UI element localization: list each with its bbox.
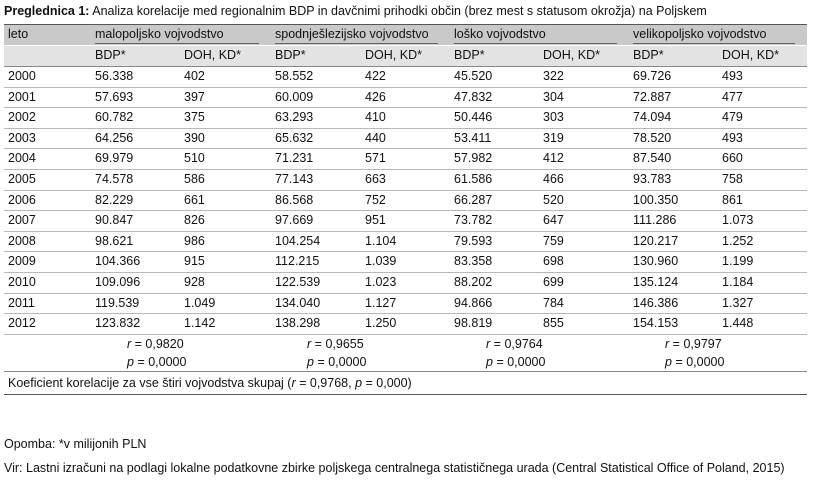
bdp-cell: 72.887 — [629, 87, 718, 108]
bdp-cell: 66.287 — [450, 190, 539, 211]
doh-cell: 784 — [539, 293, 629, 314]
table-row — [4, 190, 807, 211]
table-row — [4, 252, 807, 273]
p-value-cell: p = 0,0000 — [629, 353, 807, 372]
table-row — [4, 67, 807, 88]
bdp-header: BDP* — [629, 46, 718, 67]
doh-header: DOH, KD* — [718, 46, 807, 67]
doh-header: DOH, KD* — [361, 46, 450, 67]
table-row — [4, 272, 807, 293]
doh-cell: 1.252 — [718, 231, 807, 252]
bdp-cell: 135.124 — [629, 272, 718, 293]
caption-label: Preglednica 1: — [4, 4, 90, 18]
doh-cell: 661 — [180, 190, 271, 211]
doh-header: DOH, KD* — [539, 46, 629, 67]
doh-cell: 303 — [539, 108, 629, 129]
bdp-cell: 93.783 — [629, 169, 718, 190]
region-header: spodnješlezijsko vojvodstvo — [271, 25, 450, 46]
doh-cell: 1.327 — [718, 293, 807, 314]
doh-cell: 426 — [361, 87, 450, 108]
doh-cell: 1.049 — [180, 293, 271, 314]
bdp-cell: 60.009 — [271, 87, 361, 108]
r-value-cell: r = 0,9655 — [307, 336, 364, 351]
bdp-cell: 122.539 — [271, 272, 361, 293]
doh-cell: 1.073 — [718, 211, 807, 232]
table-row — [4, 314, 807, 335]
doh-cell: 422 — [361, 67, 450, 88]
doh-cell: 322 — [539, 67, 629, 88]
bdp-cell: 86.568 — [271, 190, 361, 211]
bdp-cell: 69.979 — [91, 149, 180, 170]
bdp-cell: 111.286 — [629, 211, 718, 232]
bdp-cell: 123.832 — [91, 314, 180, 335]
bdp-cell: 77.143 — [271, 169, 361, 190]
year-cell: 2007 — [4, 211, 91, 232]
bdp-cell: 57.982 — [450, 149, 539, 170]
bdp-cell: 83.358 — [450, 252, 539, 273]
bdp-cell: 130.960 — [629, 252, 718, 273]
bdp-cell: 79.593 — [450, 231, 539, 252]
region-header: loško vojvodstvo — [450, 25, 629, 46]
p-value-cell: p = 0,0000 — [91, 353, 271, 372]
table-row — [4, 169, 807, 190]
bdp-cell: 65.632 — [271, 128, 361, 149]
year-cell: 2001 — [4, 87, 91, 108]
doh-cell: 410 — [361, 108, 450, 129]
doh-cell: 493 — [718, 67, 807, 88]
doh-cell: 855 — [539, 314, 629, 335]
doh-cell: 520 — [539, 190, 629, 211]
r-value-cell: r = 0,9764 — [486, 336, 543, 351]
bdp-cell: 90.847 — [91, 211, 180, 232]
bdp-cell: 58.552 — [271, 67, 361, 88]
doh-cell: 477 — [718, 87, 807, 108]
table-row — [4, 108, 807, 129]
footnote: Opomba: *v milijonih PLN — [4, 437, 147, 451]
source-note: Vir: Lastni izračuni na podlagi lokalne podatkovne zbirke poljskega centralnega statističnega urada (Central Statistical Office of Poland, 2015) — [4, 461, 785, 475]
doh-cell: 951 — [361, 211, 450, 232]
bdp-cell: 104.366 — [91, 252, 180, 273]
doh-cell: 493 — [718, 128, 807, 149]
bdp-cell: 61.586 — [450, 169, 539, 190]
bdp-cell: 98.819 — [450, 314, 539, 335]
doh-cell: 402 — [180, 67, 271, 88]
bdp-cell: 74.094 — [629, 108, 718, 129]
doh-cell: 1.039 — [361, 252, 450, 273]
table-row — [4, 211, 807, 232]
bdp-cell: 154.153 — [629, 314, 718, 335]
bdp-cell: 146.386 — [629, 293, 718, 314]
bdp-cell: 94.866 — [450, 293, 539, 314]
year-cell: 2006 — [4, 190, 91, 211]
bdp-cell: 71.231 — [271, 149, 361, 170]
bdp-cell: 88.202 — [450, 272, 539, 293]
bdp-cell: 45.520 — [450, 67, 539, 88]
year-cell: 2003 — [4, 128, 91, 149]
bdp-cell: 87.540 — [629, 149, 718, 170]
bdp-header: BDP* — [271, 46, 361, 67]
year-cell: 2008 — [4, 231, 91, 252]
doh-header: DOH, KD* — [180, 46, 271, 67]
doh-cell: 699 — [539, 272, 629, 293]
doh-cell: 1.023 — [361, 272, 450, 293]
bdp-cell: 57.693 — [91, 87, 180, 108]
doh-cell: 915 — [180, 252, 271, 273]
doh-cell: 698 — [539, 252, 629, 273]
bdp-cell: 138.298 — [271, 314, 361, 335]
year-cell: 2011 — [4, 293, 91, 314]
doh-cell: 758 — [718, 169, 807, 190]
bdp-cell: 100.350 — [629, 190, 718, 211]
doh-cell: 1.250 — [361, 314, 450, 335]
r-value-cell: r = 0,9797 — [665, 336, 722, 351]
doh-cell: 660 — [718, 149, 807, 170]
table-row — [4, 128, 807, 149]
bdp-cell: 109.096 — [91, 272, 180, 293]
year-header: leto — [4, 25, 91, 46]
doh-cell: 397 — [180, 87, 271, 108]
year-cell: 2000 — [4, 67, 91, 88]
table-caption — [4, 4, 707, 18]
overall-coefficient-row — [4, 371, 807, 394]
header-row-regions — [4, 25, 807, 46]
year-cell: 2002 — [4, 108, 91, 129]
doh-cell: 1.127 — [361, 293, 450, 314]
doh-cell: 571 — [361, 149, 450, 170]
doh-cell: 759 — [539, 231, 629, 252]
bdp-cell: 73.782 — [450, 211, 539, 232]
doh-cell: 1.184 — [718, 272, 807, 293]
bdp-cell: 60.782 — [91, 108, 180, 129]
bdp-cell: 50.446 — [450, 108, 539, 129]
year-cell: 2009 — [4, 252, 91, 273]
doh-cell: 510 — [180, 149, 271, 170]
year-cell: 2004 — [4, 149, 91, 170]
bdp-cell: 112.215 — [271, 252, 361, 273]
bdp-cell: 78.520 — [629, 128, 718, 149]
table-row — [4, 87, 807, 108]
p-row — [4, 353, 807, 372]
table-row — [4, 149, 807, 170]
doh-cell: 586 — [180, 169, 271, 190]
correlation-table — [4, 24, 807, 395]
empty-header-cell — [4, 46, 91, 67]
bdp-cell: 98.621 — [91, 231, 180, 252]
doh-cell: 440 — [361, 128, 450, 149]
year-cell: 2012 — [4, 314, 91, 335]
bdp-cell: 64.256 — [91, 128, 180, 149]
doh-cell: 1.142 — [180, 314, 271, 335]
bdp-cell: 120.217 — [629, 231, 718, 252]
doh-cell: 647 — [539, 211, 629, 232]
doh-cell: 375 — [180, 108, 271, 129]
bdp-cell: 47.832 — [450, 87, 539, 108]
region-header: malopoljsko vojvodstvo — [91, 25, 271, 46]
year-cell: 2010 — [4, 272, 91, 293]
doh-cell: 412 — [539, 149, 629, 170]
doh-cell: 1.448 — [718, 314, 807, 335]
r-row — [4, 334, 807, 353]
year-cell: 2005 — [4, 169, 91, 190]
doh-cell: 752 — [361, 190, 450, 211]
bdp-cell: 97.669 — [271, 211, 361, 232]
doh-cell: 466 — [539, 169, 629, 190]
doh-cell: 826 — [180, 211, 271, 232]
r-value-cell: r = 0,9820 — [127, 336, 184, 351]
p-value-cell: p = 0,0000 — [450, 353, 629, 372]
doh-cell: 390 — [180, 128, 271, 149]
table-row — [4, 231, 807, 252]
doh-cell: 319 — [539, 128, 629, 149]
bdp-cell: 63.293 — [271, 108, 361, 129]
bdp-cell: 56.338 — [91, 67, 180, 88]
bdp-cell: 82.229 — [91, 190, 180, 211]
doh-cell: 861 — [718, 190, 807, 211]
doh-cell: 1.199 — [718, 252, 807, 273]
header-row-measures — [4, 46, 807, 67]
doh-cell: 1.104 — [361, 231, 450, 252]
bdp-cell: 53.411 — [450, 128, 539, 149]
caption-text: Analiza korelacije med regionalnim BDP in davčnimi prihodki občin (brez mest s statusom okrožja) na Poljskem — [89, 4, 707, 18]
doh-cell: 479 — [718, 108, 807, 129]
bdp-cell: 104.254 — [271, 231, 361, 252]
bdp-cell: 69.726 — [629, 67, 718, 88]
doh-cell: 986 — [180, 231, 271, 252]
bdp-cell: 119.539 — [91, 293, 180, 314]
bdp-header: BDP* — [450, 46, 539, 67]
overall-coefficient: Koeficient korelacije za vse štiri vojvodstva skupaj (r = 0,9768, p = 0,000) — [4, 371, 807, 394]
doh-cell: 663 — [361, 169, 450, 190]
doh-cell: 928 — [180, 272, 271, 293]
bdp-header: BDP* — [91, 46, 180, 67]
bdp-cell: 134.040 — [271, 293, 361, 314]
p-value-cell: p = 0,0000 — [271, 353, 450, 372]
table-body — [4, 67, 807, 395]
doh-cell: 304 — [539, 87, 629, 108]
table-row — [4, 293, 807, 314]
bdp-cell: 74.578 — [91, 169, 180, 190]
region-header: velikopoljsko vojvodstvo — [629, 25, 807, 46]
